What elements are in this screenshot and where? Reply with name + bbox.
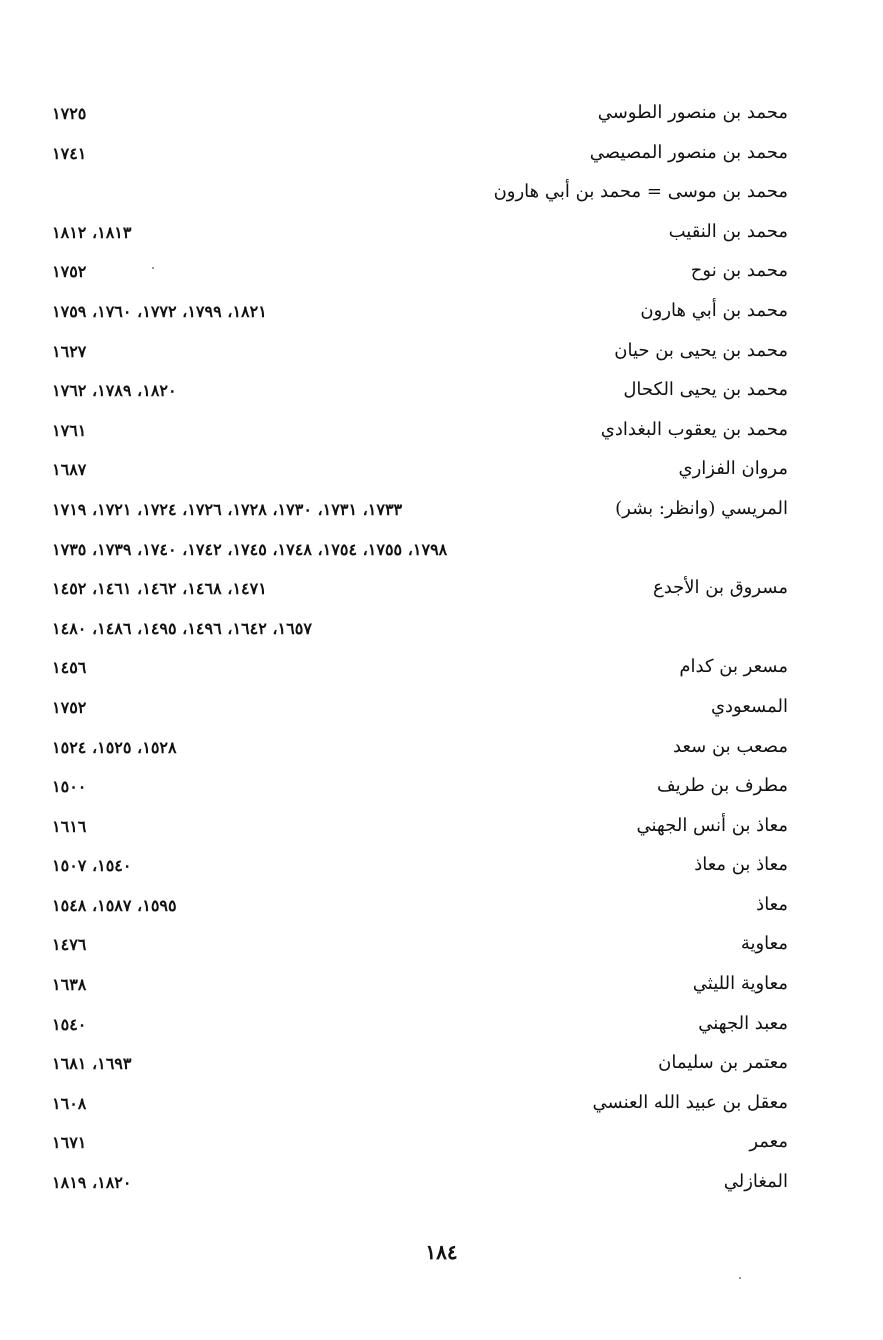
index-entry bbox=[52, 136, 788, 176]
index-entry bbox=[52, 967, 788, 1007]
page-number: ١٨٤ bbox=[425, 1240, 458, 1264]
entry-refs: ١٦٥٧، ١٦٤٢، ١٤٩٦، ١٤٩٥، ١٤٨٦، ١٤٨٠ bbox=[52, 618, 312, 638]
entry-name: معبد الجهني bbox=[698, 1012, 788, 1034]
entry-refs: ١٥٠٠ bbox=[52, 777, 87, 797]
entry-refs: ١٧٣٣، ١٧٣١، ١٧٣٠، ١٧٢٨، ١٧٢٦، ١٧٢٤، ١٧٢١، ١٧١٩ bbox=[52, 499, 403, 519]
index-entry bbox=[52, 96, 788, 136]
scan-speck bbox=[739, 1277, 741, 1279]
entry-refs: ١٨٢١، ١٧٩٩، ١٧٧٢، ١٧٦٠، ١٧٥٩ bbox=[52, 301, 267, 321]
index-entry bbox=[52, 1125, 788, 1165]
entry-refs: ١٥٤٠، ١٥٠٧ bbox=[52, 856, 132, 876]
index-entry bbox=[52, 254, 788, 294]
entry-refs: ١٦١٦ bbox=[52, 816, 87, 836]
entry-refs: ١٧٩٨، ١٧٥٥، ١٧٥٤، ١٧٤٨، ١٧٤٥، ١٧٤٢، ١٧٤٠، ١٧٣٩، ١٧٣٥ bbox=[52, 539, 448, 559]
entry-name: مسروق بن الأجدع bbox=[652, 577, 788, 599]
index-entry bbox=[52, 175, 788, 215]
entry-refs: ١٤٧٦ bbox=[52, 935, 87, 955]
entry-refs: ١٦٧١ bbox=[52, 1133, 87, 1153]
entry-refs: ١٤٧١، ١٤٦٨، ١٤٦٢، ١٤٦١، ١٤٥٢ bbox=[52, 579, 267, 599]
entry-refs: ١٦٣٨ bbox=[52, 975, 87, 995]
index-entry bbox=[52, 492, 788, 532]
index-entry bbox=[52, 373, 788, 413]
entry-name: محمد بن النقيب bbox=[668, 220, 788, 242]
index-entry bbox=[52, 294, 788, 334]
entry-refs: ١٨٢٠، ١٨١٩ bbox=[52, 1173, 132, 1193]
entry-refs: ١٤٥٦ bbox=[52, 658, 87, 678]
entry-name: محمد بن منصور المصيصي bbox=[589, 141, 788, 163]
entry-name: معتمر بن سليمان bbox=[658, 1052, 788, 1074]
entry-name: معقل بن عبيد الله العنسي bbox=[592, 1091, 788, 1113]
index-entry bbox=[52, 1046, 788, 1086]
index-entry bbox=[52, 1165, 788, 1205]
entry-name: معمر bbox=[749, 1131, 788, 1153]
index-entry bbox=[52, 809, 788, 849]
index-entry bbox=[52, 413, 788, 453]
index-entry bbox=[52, 1007, 788, 1047]
entry-refs: ١٥٩٥، ١٥٨٧، ١٥٤٨ bbox=[52, 895, 177, 915]
scan-speck bbox=[152, 267, 154, 269]
index-entry bbox=[52, 730, 788, 770]
entry-refs: ١٥٢٨، ١٥٢٥، ١٥٢٤ bbox=[52, 737, 177, 757]
index-entry bbox=[52, 571, 788, 611]
entry-name: مطرف بن طريف bbox=[656, 775, 788, 797]
index-entry bbox=[52, 927, 788, 967]
entry-name: معاوية bbox=[740, 933, 788, 955]
entry-name: محمد بن يحيى الكحال bbox=[623, 379, 788, 401]
entry-name: مصعب بن سعد bbox=[673, 735, 788, 757]
entry-refs: ١٧٥٢ bbox=[52, 262, 87, 282]
entry-refs: ١٦٢٧ bbox=[52, 341, 87, 361]
index-entry bbox=[52, 334, 788, 374]
entry-refs: ١٦٩٣، ١٦٨١ bbox=[52, 1054, 132, 1074]
entry-name: محمد بن أبي هارون bbox=[640, 299, 788, 321]
index-entry-continuation bbox=[52, 611, 788, 651]
entry-refs: ١٦٨٧ bbox=[52, 460, 87, 480]
entry-name: المغازلي bbox=[723, 1171, 788, 1193]
entry-name: محمد بن منصور الطوسي bbox=[597, 102, 788, 123]
entry-name: المسعودي bbox=[710, 695, 788, 717]
index-entry-continuation bbox=[52, 532, 788, 572]
index-entry bbox=[52, 215, 788, 255]
entry-refs: ١٨١٣، ١٨١٢ bbox=[52, 222, 132, 242]
entry-name: محمد بن نوح bbox=[690, 260, 788, 282]
index-entry bbox=[52, 888, 788, 928]
entry-refs: ١٧٤١ bbox=[52, 143, 87, 163]
index-entry bbox=[52, 690, 788, 730]
entry-refs: ١٦٠٨ bbox=[52, 1093, 87, 1113]
entry-name: معاذ بن معاذ bbox=[694, 854, 788, 876]
index-entry bbox=[52, 650, 788, 690]
entry-name: مسعر بن كدام bbox=[679, 656, 788, 678]
entry-refs: ١٧٢٥ bbox=[52, 104, 87, 123]
name-index-list bbox=[52, 96, 788, 1205]
index-entry bbox=[52, 452, 788, 492]
entry-refs: ١٨٢٠، ١٧٨٩، ١٧٦٢ bbox=[52, 381, 177, 401]
entry-name: معاوية الليثي bbox=[692, 973, 788, 995]
index-entry bbox=[52, 769, 788, 809]
entry-refs: ١٧٦١ bbox=[52, 420, 87, 440]
index-entry bbox=[52, 1086, 788, 1126]
entry-name: مروان الفزاري bbox=[678, 458, 788, 480]
entry-name: معاذ bbox=[756, 893, 788, 915]
index-entry bbox=[52, 848, 788, 888]
entry-name: المريسي (وانظر: بشر) bbox=[615, 497, 788, 519]
entry-name: محمد بن يحيى بن حيان bbox=[614, 339, 788, 361]
entry-refs: ١٧٥٢ bbox=[52, 697, 87, 717]
entry-refs: ١٥٤٠ bbox=[52, 1014, 87, 1034]
entry-name: معاذ بن أنس الجهني bbox=[636, 814, 788, 836]
entry-name: محمد بن يعقوب البغدادي bbox=[600, 418, 788, 440]
entry-name: محمد بن موسى = محمد بن أبي هارون bbox=[493, 181, 788, 203]
